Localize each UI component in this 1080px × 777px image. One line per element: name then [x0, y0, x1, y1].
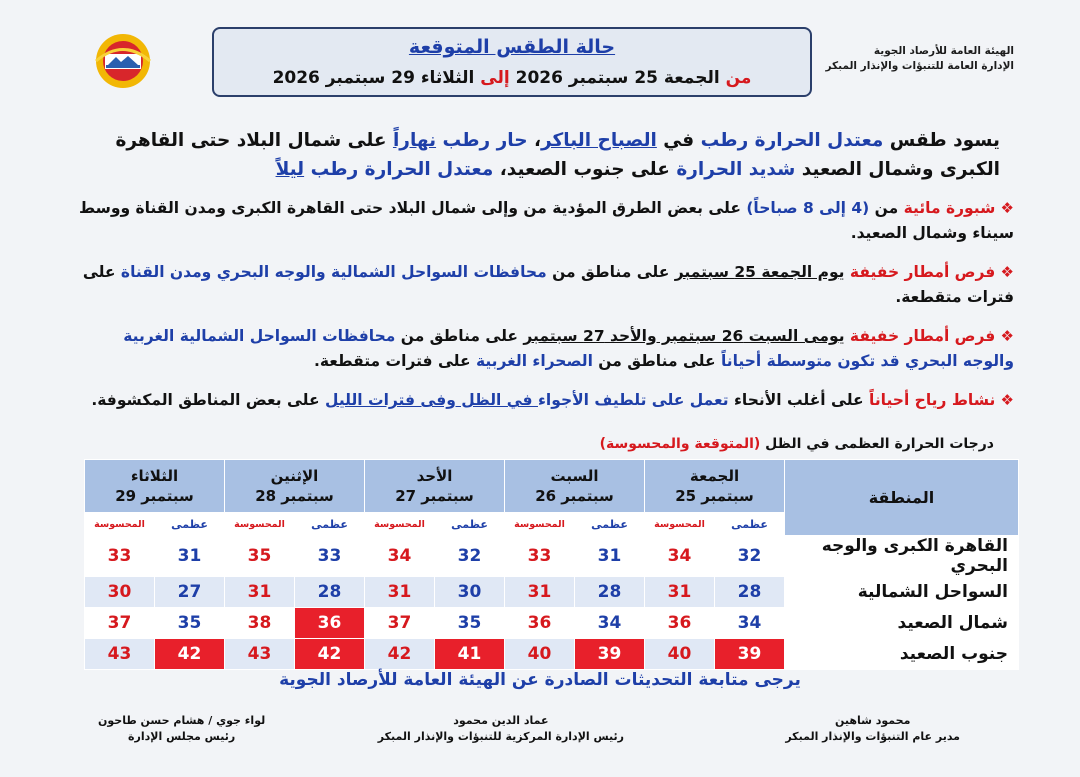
feel-temp-cell: 37 [85, 608, 155, 639]
max-label: عظمى [155, 513, 225, 536]
bullet-fog: ❖ شبورة مائية من (4 إلى 8 صباحاً) على بعض الطرق المؤدية من وإلى شمال البلاد حتى القاهرة الكبرى ومدن القناة ووسط سيناء وشمال الصعيد. [78, 199, 1014, 242]
diamond-bullet-icon: ❖ [995, 199, 1014, 217]
max-temp-cell: 34 [715, 608, 785, 639]
region-name-cell: جنوب الصعيد [785, 639, 1019, 670]
feel-temp-cell: 38 [225, 608, 295, 639]
table-row [85, 577, 1019, 608]
region-name-cell: القاهرة الكبرى والوجه البحري [785, 536, 1019, 577]
max-temp-cell: 30 [435, 577, 505, 608]
feel-temp-cell: 36 [505, 608, 575, 639]
period-start: الجمعة 25 سبتمبر 2026 [515, 68, 720, 88]
title-box [212, 27, 812, 97]
max-temp-cell: 31 [575, 536, 645, 577]
table-header-row [85, 460, 1019, 513]
region-name-cell: السواحل الشمالية [785, 577, 1019, 608]
max-temp-cell-highlight: 39 [715, 639, 785, 670]
table-row [85, 536, 1019, 577]
feel-temp-cell: 31 [645, 577, 715, 608]
period-end: الثلاثاء 29 سبتمبر 2026 [272, 68, 475, 88]
feel-label: المحسوسة [225, 513, 295, 536]
feel-temp-cell: 33 [85, 536, 155, 577]
org-line-2: الإدارة العامة للتنبؤات والإنذار المبكر [825, 60, 1014, 72]
day-header-sunday: الأحد 27 سبتمبر [365, 460, 505, 513]
table-row [85, 639, 1019, 670]
feel-temp-cell: 42 [365, 639, 435, 670]
feel-temp-cell: 36 [645, 608, 715, 639]
feel-temp-cell: 31 [365, 577, 435, 608]
feel-temp-cell: 33 [505, 536, 575, 577]
max-temp-cell: 35 [435, 608, 505, 639]
max-temp-cell: 33 [295, 536, 365, 577]
footer-note: يرجى متابعة التحديثات الصادرة عن الهيئة العامة للأرصاد الجوية [279, 670, 801, 690]
bullet-rain-friday: ❖ فرص أمطار خفيفة يوم الجمعة 25 سبتمبر على مناطق من محافظات السواحل الشمالية والوجه البحري ومدن القناة على فترات متقطعة. [82, 263, 1014, 306]
max-temp-cell: 31 [155, 536, 225, 577]
max-temp-cell: 32 [715, 536, 785, 577]
feel-temp-cell: 40 [645, 639, 715, 670]
feel-temp-cell: 31 [225, 577, 295, 608]
feel-label: المحسوسة [85, 513, 155, 536]
day-header-saturday: السبت 26 سبتمبر [505, 460, 645, 513]
max-temp-cell: 32 [435, 536, 505, 577]
period-from: من [725, 68, 752, 88]
feel-label: المحسوسة [365, 513, 435, 536]
period-line [214, 67, 810, 89]
feel-temp-cell: 43 [85, 639, 155, 670]
max-temp-cell: 28 [575, 577, 645, 608]
feel-temp-cell: 43 [225, 639, 295, 670]
max-temp-cell-highlight: 42 [155, 639, 225, 670]
table-row [85, 608, 1019, 639]
max-label: عظمى [295, 513, 365, 536]
feel-temp-cell: 31 [505, 577, 575, 608]
feel-temp-cell: 35 [225, 536, 295, 577]
max-label: عظمى [575, 513, 645, 536]
ema-logo-icon [88, 32, 158, 90]
region-header: المنطقة [785, 460, 1019, 536]
org-line-1: الهيئة العامة للأرصاد الجوية [873, 45, 1014, 57]
feel-temp-cell: 34 [365, 536, 435, 577]
feel-temp-cell: 40 [505, 639, 575, 670]
period-to: إلى [480, 68, 510, 88]
diamond-bullet-icon: ❖ [995, 263, 1014, 281]
day-header-friday: الجمعة 25 سبتمبر [645, 460, 785, 513]
diamond-bullet-icon: ❖ [995, 327, 1014, 345]
diamond-bullet-icon: ❖ [995, 391, 1014, 409]
max-temp-cell: 28 [715, 577, 785, 608]
day-header-tuesday: الثلاثاء 29 سبتمبر [85, 460, 225, 513]
max-temp-cell-highlight: 41 [435, 639, 505, 670]
feel-label: المحسوسة [505, 513, 575, 536]
feel-label: المحسوسة [645, 513, 715, 536]
max-temp-cell: 34 [575, 608, 645, 639]
max-temp-cell-highlight: 39 [575, 639, 645, 670]
max-label: عظمى [435, 513, 505, 536]
feel-temp-cell: 34 [645, 536, 715, 577]
day-header-monday: الإثنين 28 سبتمبر [225, 460, 365, 513]
page-title: حالة الطقس المتوقعة [408, 36, 616, 58]
signature-director: محمود شاهين مدير عام التنبؤات والإنذار المبكر [785, 714, 960, 743]
max-temp-cell: 27 [155, 577, 225, 608]
temperature-table [84, 459, 1019, 670]
signature-central-head: عماد الدين محمود رئيس الإدارة المركزية للتنبؤات والإنذار المبكر [377, 714, 624, 743]
table-caption: درجات الحرارة العظمى في الظل (المتوقعة والمحسوسة) [599, 436, 994, 452]
signature-chairman: لواء جوي / هشام حسن طاحون رئيس مجلس الإدارة [98, 714, 266, 743]
bullet-rain-weekend: ❖ فرص أمطار خفيفة يومى السبت 26 سبتمبر والأحد 27 سبتمبر على مناطق من محافظات السواحل الشمالية الغربية والوجه البحري قد تكون متوسطة أحياناً على مناطق من الصحراء الغربية على فترات متقطعة. [123, 327, 1014, 370]
bullet-wind: ❖ نشاط رياح أحياناً على أغلب الأنحاء تعمل على تلطيف الأجواء في الظل وفى فترات الليل على بعض المناطق المكشوفة. [91, 391, 1014, 409]
max-label: عظمى [715, 513, 785, 536]
max-temp-cell-highlight: 36 [295, 608, 365, 639]
max-temp-cell: 35 [155, 608, 225, 639]
feel-temp-cell: 37 [365, 608, 435, 639]
intro-paragraph: يسود طقس معتدل الحرارة رطب في الصباح الباكر، حار رطب نهاراً على شمال البلاد حتى القاهرة الكبرى وشمال الصعيد شديد الحرارة على جنوب الصعيد، معتدل الحرارة رطب ليلاً [115, 130, 1000, 180]
max-temp-cell: 28 [295, 577, 365, 608]
max-temp-cell-highlight: 42 [295, 639, 365, 670]
region-name-cell: شمال الصعيد [785, 608, 1019, 639]
feel-temp-cell: 30 [85, 577, 155, 608]
